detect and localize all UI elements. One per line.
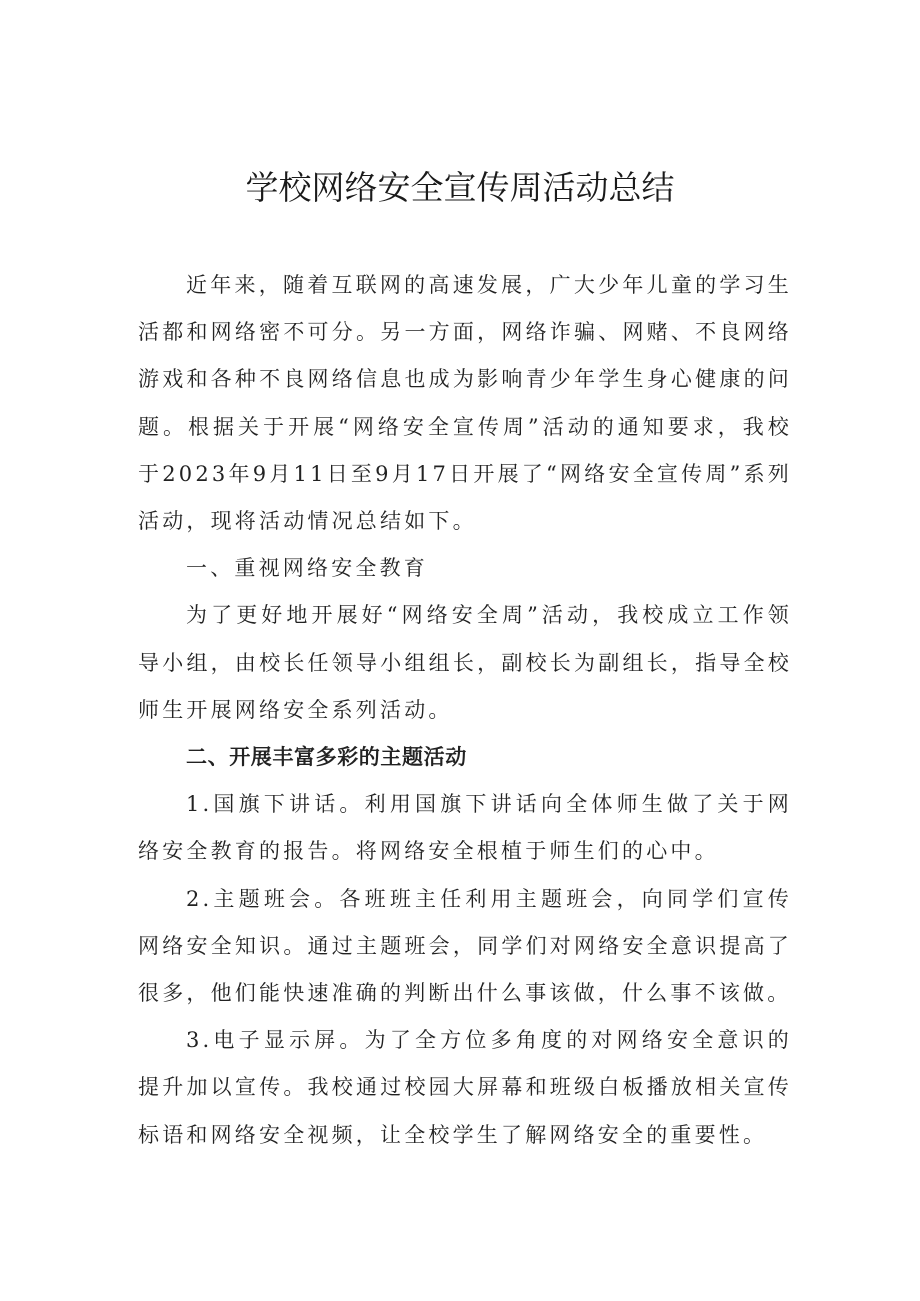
section-heading-2: 二、开展丰富多彩的主题活动	[186, 745, 467, 770]
document-title: 学校网络安全宣传周活动总结	[245, 168, 675, 207]
intro-paragraph: 近年来，随着互联网的高速发展，广大少年儿童的学习生活都和网络密不可分。另一方面，网络诈骗、网赌、不良网络游戏和各种不良网络信息也成为影响青少年学生身心健康的问题。根据关于开展“网络安全宣传周”活动的通知要求，我校于2023年9月11日至9月17日开展了“网络安全宣传周”系列活动，现将活动情况总结如下。	[138, 273, 792, 534]
section-2-item-2: 2.主题班会。各班班主任利用主题班会，向同学们宣传网络安全知识。通过主题班会，同学们对网络安全意识提高了很多，他们能快速准确的判断出什么事该做，什么事不该做。	[138, 886, 792, 1006]
section-2-item-3: 3.电子显示屏。为了全方位多角度的对网络安全意识的提升加以宣传。我校通过校园大屏幕和班级白板播放相关宣传标语和网络安全视频，让全校学生了解网络安全的重要性。	[138, 1028, 792, 1147]
section-heading-1: 一、重视网络安全教育	[186, 556, 428, 581]
document-body	[138, 262, 792, 1159]
section-1-paragraph-1: 为了更好地开展好“网络安全周”活动，我校成立工作领导小组，由校长任领导小组组长，副校长为副组长，指导全校师生开展网络安全系列活动。	[138, 603, 792, 722]
section-2-item-1: 1.国旗下讲话。利用国旗下讲话向全体师生做了关于网络安全教育的报告。将网络安全根植于师生们的心中。	[138, 792, 792, 864]
